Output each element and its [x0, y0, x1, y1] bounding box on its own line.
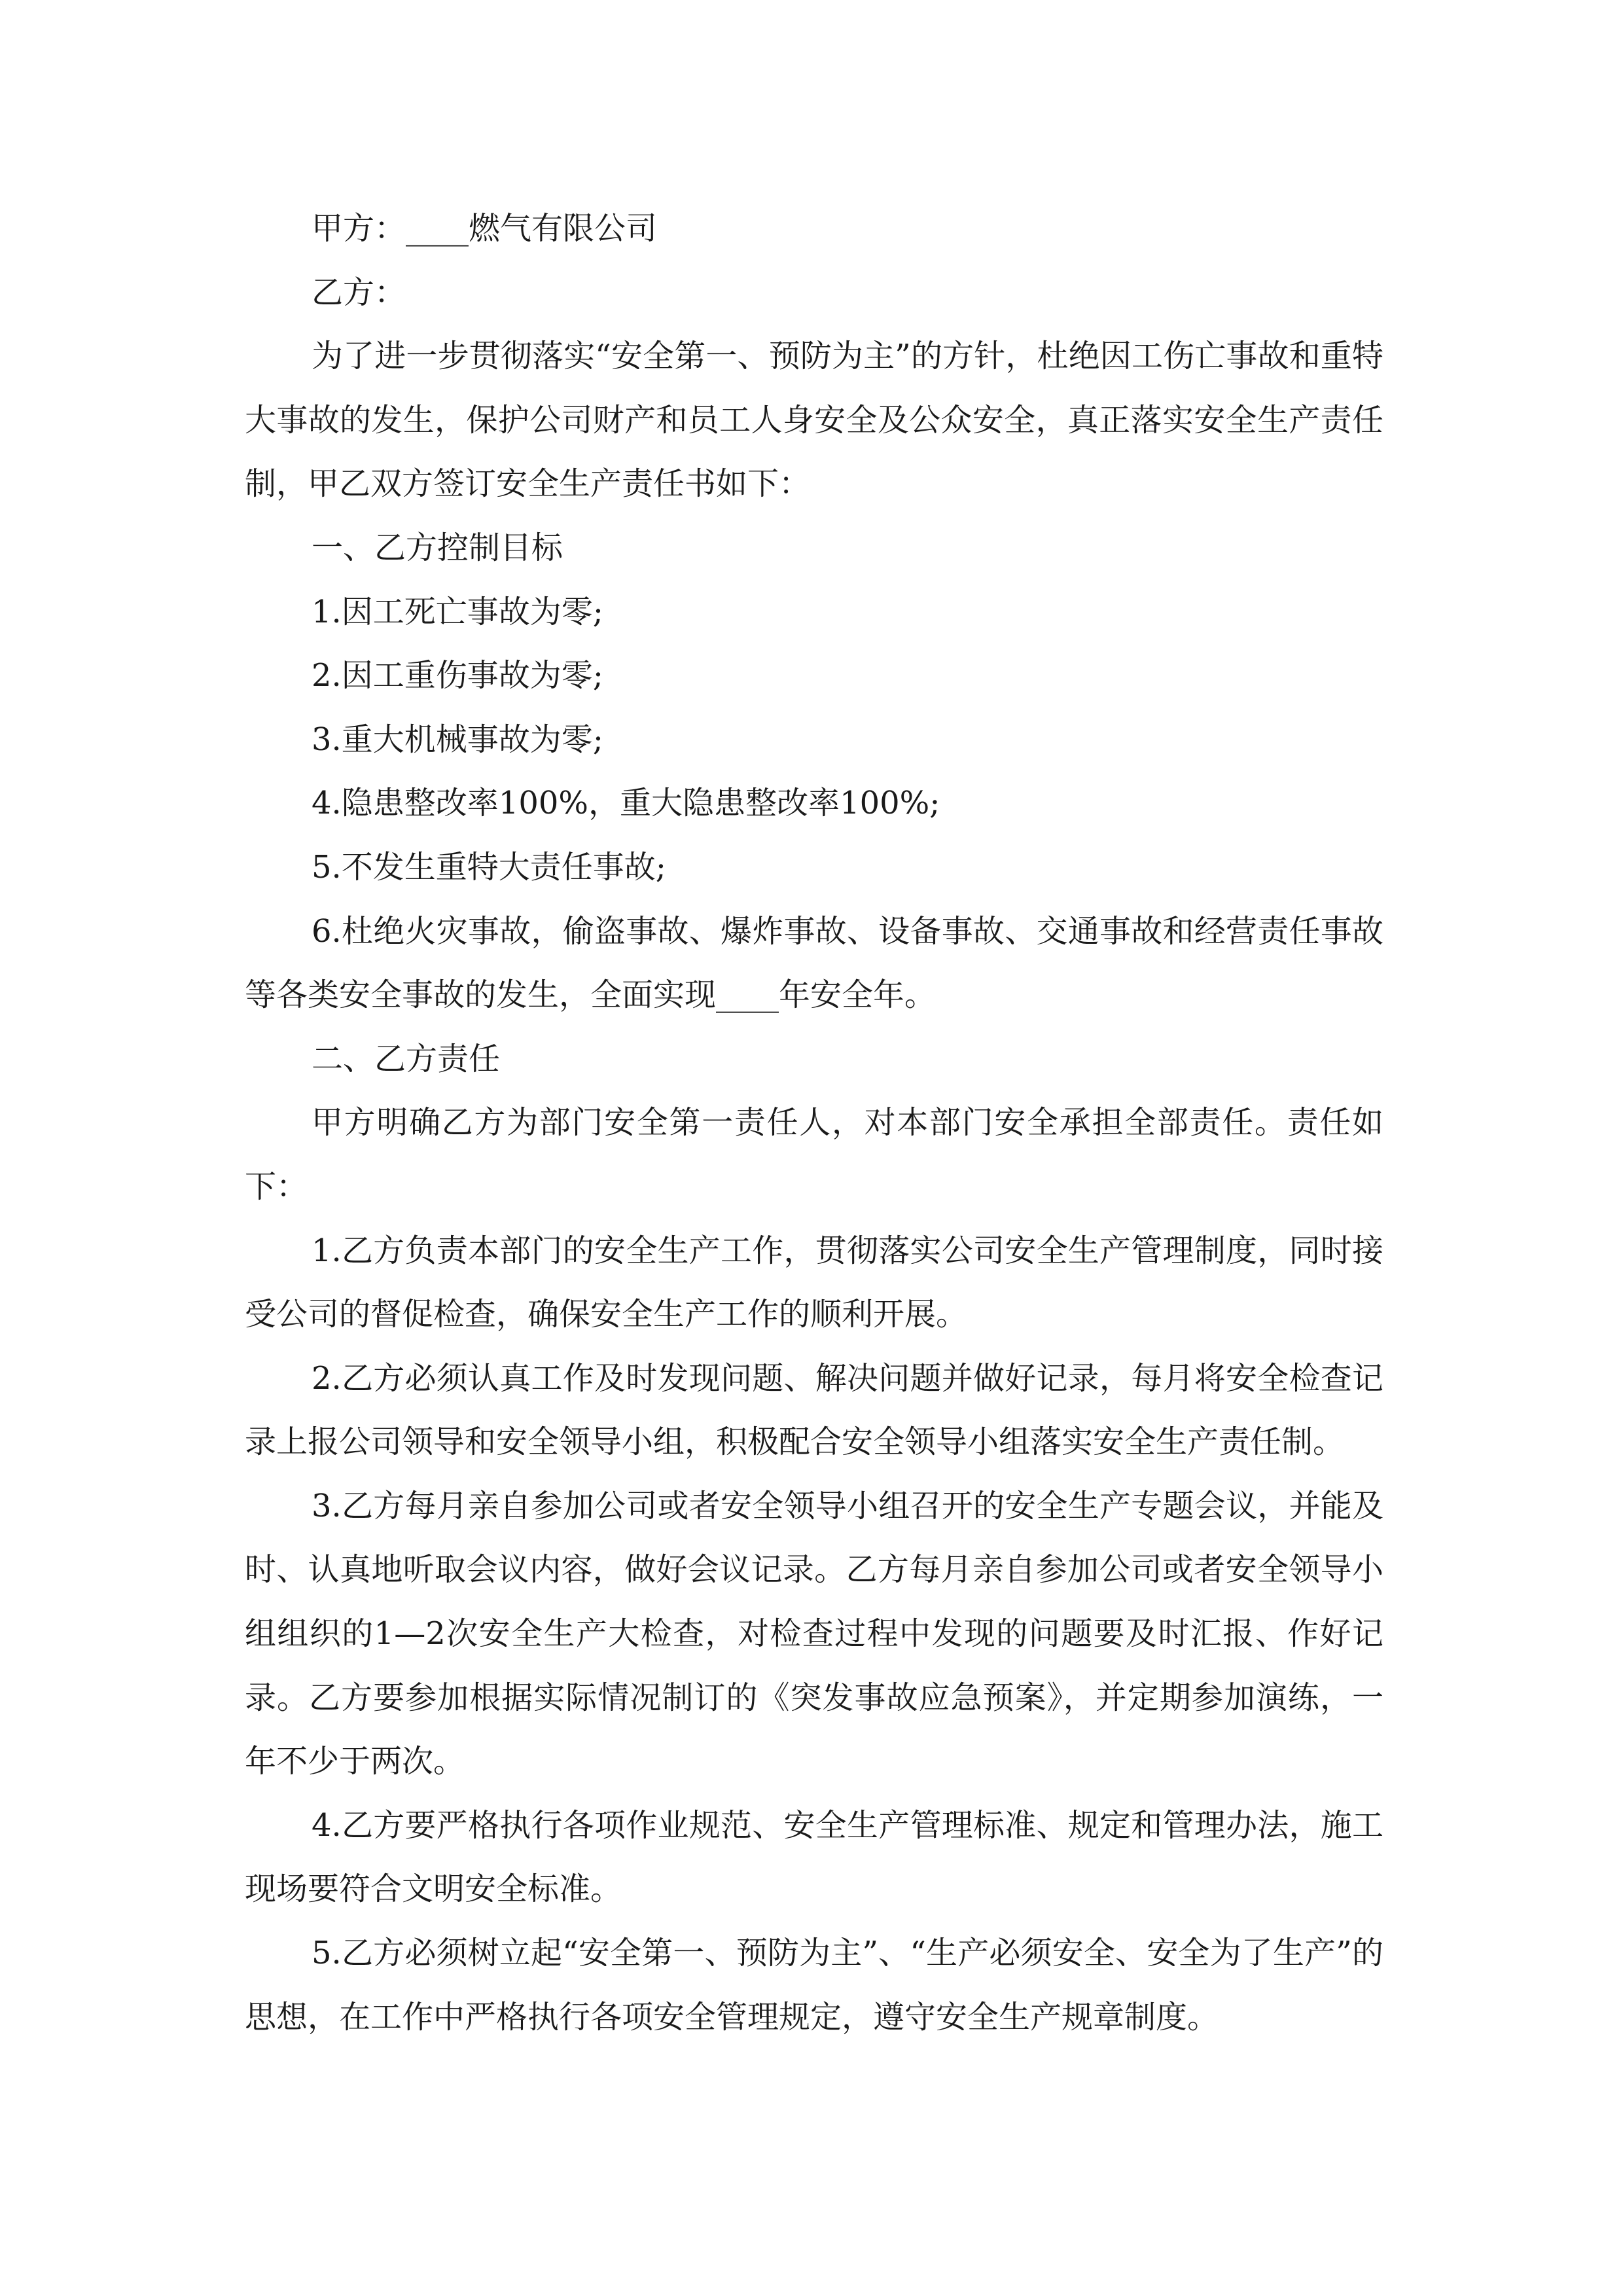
responsibility-item-1: 1.乙方负责本部门的安全生产工作，贯彻落实公司安全生产管理制度，同时接受公司的督促检查，确保安全生产工作的顺利开展。 — [245, 1232, 1383, 1333]
target-item-2: 2.因工重伤事故为零; — [312, 657, 603, 694]
responsibility-intro: 甲方明确乙方为部门安全第一责任人，对本部门安全承担全部责任。责任如下： — [245, 1104, 1383, 1205]
target-item-5: 5.不发生重特大责任事故; — [312, 848, 666, 886]
section-heading-control-targets: 一、乙方控制目标 — [312, 529, 563, 566]
target-item-1: 1.因工死亡事故为零; — [312, 593, 603, 630]
party-b-line: 乙方： — [312, 274, 406, 311]
document-body — [245, 197, 1383, 2049]
intro-paragraph: 为了进一步贯彻落实“安全第一、预防为主”的方针，杜绝因工伤亡事故和重特大事故的发生，保护公司财产和员工人身安全及公众安全，真正落实安全生产责任制，甲乙双方签订安全生产责任书如下： — [245, 338, 1383, 503]
section-heading-responsibilities: 二、乙方责任 — [312, 1040, 501, 1077]
target-item-3: 3.重大机械事故为零; — [312, 721, 603, 758]
responsibility-item-2: 2.乙方必须认真工作及时发现问题、解决问题并做好记录，每月将安全检查记录上报公司领导和安全领导小组，积极配合安全领导小组落实安全生产责任制。 — [245, 1359, 1383, 1461]
target-item-6: 6.杜绝火灾事故，偷盗事故、爆炸事故、设备事故、交通事故和经营责任事故等各类安全事故的发生，全面实现____年安全年。 — [245, 912, 1383, 1014]
target-item-4: 4.隐患整改率100%，重大隐患整改率100%; — [312, 785, 940, 822]
responsibility-item-5: 5.乙方必须树立起“安全第一、预防为主”、“生产必须安全、安全为了生产”的思想，在工作中严格执行各项安全管理规定，遵守安全生产规章制度。 — [245, 1935, 1383, 2036]
responsibility-item-4: 4.乙方要严格执行各项作业规范、安全生产管理标准、规定和管理办法，施工现场要符合文明安全标准。 — [245, 1806, 1383, 1908]
party-a-line: 甲方：____燃气有限公司 — [312, 210, 658, 247]
responsibility-item-3: 3.乙方每月亲自参加公司或者安全领导小组召开的安全生产专题会议，并能及时、认真地听取会议内容，做好会议记录。乙方每月亲自参加公司或者安全领导小组组织的1—2次安全生产大检查，对检查过程中发现的问题要及时汇报、作好记录。乙方要参加根据实际情况制订的《突发事故应急预案》，并定期参加演练，一年不少于两次。 — [245, 1487, 1383, 1780]
